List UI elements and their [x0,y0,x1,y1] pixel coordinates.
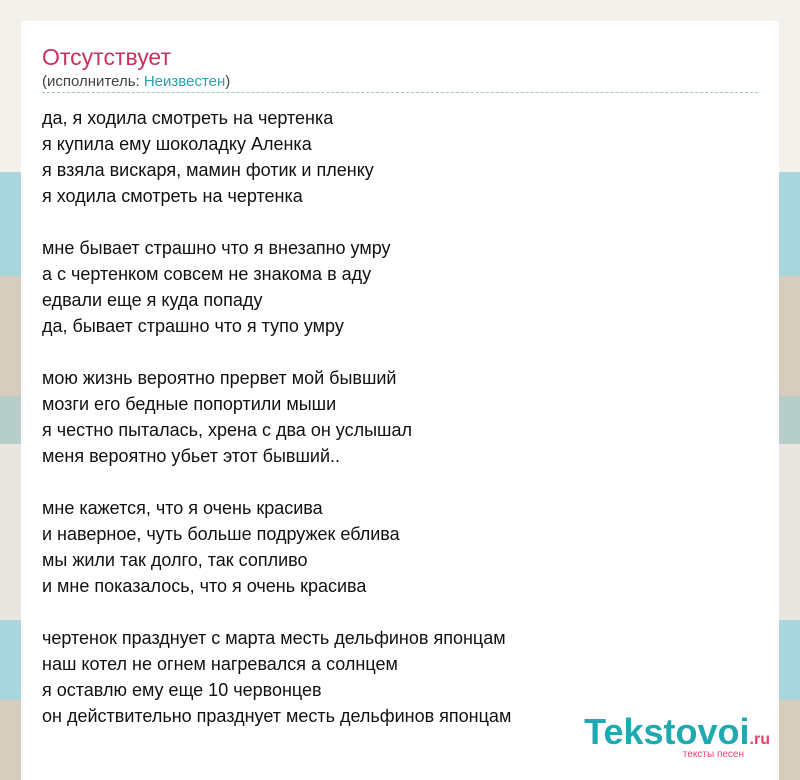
lyrics-line: я взяла вискаря, мамин фотик и пленку [42,160,374,180]
lyrics-line: я оставлю ему еще 10 червонцев [42,680,322,700]
lyrics-line: я честно пыталась, хрена с два он услышал [42,420,412,440]
lyrics-line: и мне показалось, что я очень красива [42,576,367,596]
lyrics-line: мне бывает страшно что я внезапно умру [42,238,391,258]
lyrics-line: он действительно празднует месть дельфинов японцам [42,706,512,726]
lyrics-line: чертенок празднует с марта месть дельфинов японцам [42,628,506,648]
lyrics-line: мозги его бедные попортили мыши [42,394,337,414]
lyrics-line: наш котел не огнем нагревался а солнцем [42,654,398,674]
lyrics-card [21,21,779,780]
lyrics-line: мне кажется, что я очень красива [42,498,323,518]
lyrics-line: мою жизнь вероятно прервет мой бывший [42,368,397,388]
song-title: Отсутствует [42,44,171,70]
lyrics-text [42,105,762,755]
artist-link[interactable]: Неизвестен [143,73,226,90]
lyrics-line: да, бывает страшно что я тупо умру [42,316,344,336]
site-logo[interactable] [584,711,770,760]
lyrics-stanza [42,235,762,339]
logo-tld: .ru [749,731,770,748]
lyrics-line: мы жили так долго, так сопливо [42,550,308,570]
artist-suffix: ) [225,73,231,90]
lyrics-line: едвали еще я куда попаду [42,290,263,310]
logo-tagline: тексты песен [682,749,744,760]
lyrics-line: я ходила смотреть на чертенка [42,186,303,206]
artist-prefix: (исполнитель: [42,73,144,90]
lyrics-line: и наверное, чуть больше подружек еблива [42,524,400,544]
logo-wordmark: Tekstovoi [584,711,750,752]
lyrics-stanza [42,365,762,469]
lyrics-stanza [42,105,762,209]
header-divider [42,92,758,93]
lyrics-line: я купила ему шоколадку Аленка [42,134,312,154]
lyrics-line: меня вероятно убьет этот бывший.. [42,446,341,466]
artist-line [42,73,230,90]
lyrics-line: да, я ходила смотреть на чертенка [42,108,334,128]
lyrics-stanza [42,495,762,599]
lyrics-line: а с чертенком совсем не знакома в аду [42,264,372,284]
